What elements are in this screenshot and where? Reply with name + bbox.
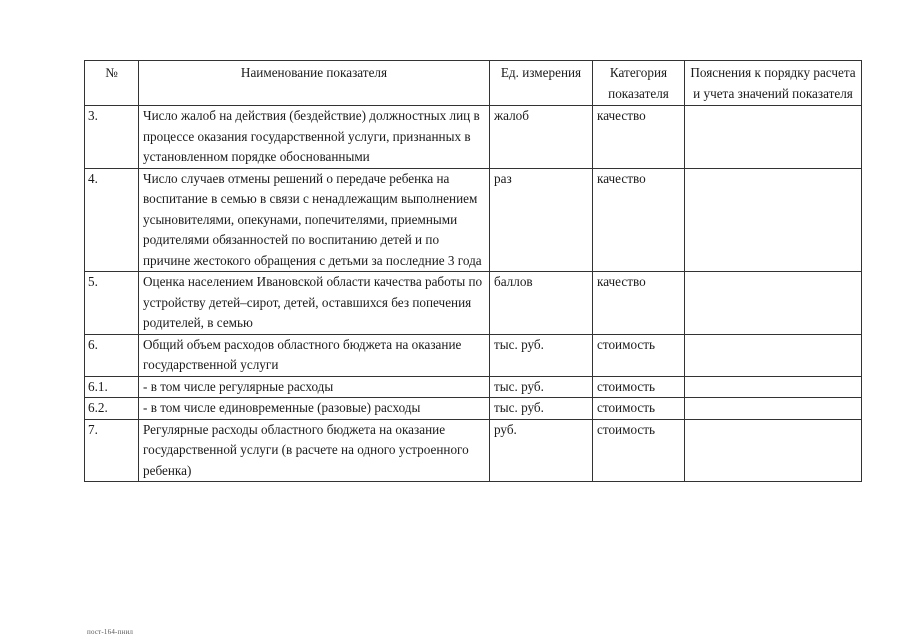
row-name: Число случаев отмены решений о передаче ребенка на воспитание в семью в связи с ненадлежащим выполнением усыновителями, опекунами, попечителями, приемными родителями обязанностей по воспитанию детей и по причине жестокого обращения с детьми за последние 3 года: [139, 168, 490, 272]
row-unit: руб.: [490, 419, 593, 482]
row-category: качество: [593, 272, 685, 335]
footer-file-name: пост-164-пнил: [87, 628, 134, 636]
row-explanation: [685, 272, 862, 335]
table-header-row: [85, 61, 862, 106]
row-explanation: [685, 334, 862, 376]
row-num: 7.: [85, 419, 139, 482]
row-category: стоимость: [593, 334, 685, 376]
row-unit: жалоб: [490, 106, 593, 169]
row-unit: тыс. руб.: [490, 334, 593, 376]
table-row: [85, 106, 862, 169]
row-num: 3.: [85, 106, 139, 169]
table-row: [85, 334, 862, 376]
row-explanation: [685, 419, 862, 482]
row-explanation: [685, 398, 862, 420]
row-name: Общий объем расходов областного бюджета на оказание государственной услуги: [139, 334, 490, 376]
row-unit: раз: [490, 168, 593, 272]
row-num: 4.: [85, 168, 139, 272]
row-num: 6.2.: [85, 398, 139, 420]
indicators-table: [84, 60, 862, 482]
table-row: [85, 168, 862, 272]
table-row: [85, 376, 862, 398]
row-num: 5.: [85, 272, 139, 335]
row-explanation: [685, 376, 862, 398]
row-explanation: [685, 168, 862, 272]
row-name: Число жалоб на действия (бездействие) должностных лиц в процессе оказания государственной услуги, признанных в установленном порядке обоснованными: [139, 106, 490, 169]
row-unit: баллов: [490, 272, 593, 335]
row-category: стоимость: [593, 398, 685, 420]
row-num: 6.: [85, 334, 139, 376]
header-category: Категория показателя: [593, 61, 685, 106]
row-category: качество: [593, 168, 685, 272]
row-name: - в том числе единовременные (разовые) расходы: [139, 398, 490, 420]
header-explanation: Пояснения к порядку расчета и учета значений показателя: [685, 61, 862, 106]
row-category: стоимость: [593, 419, 685, 482]
table-row: [85, 419, 862, 482]
row-num: 6.1.: [85, 376, 139, 398]
row-unit: тыс. руб.: [490, 376, 593, 398]
row-category: качество: [593, 106, 685, 169]
row-category: стоимость: [593, 376, 685, 398]
header-unit: Ед. измерения: [490, 61, 593, 106]
header-name: Наименование показателя: [139, 61, 490, 106]
table-row: [85, 272, 862, 335]
row-explanation: [685, 106, 862, 169]
header-num: №: [85, 61, 139, 106]
table-row: [85, 398, 862, 420]
row-name: - в том числе регулярные расходы: [139, 376, 490, 398]
row-name: Оценка населением Ивановской области качества работы по устройству детей–сирот, детей, оставшихся без попечения родителей, в семью: [139, 272, 490, 335]
row-name: Регулярные расходы областного бюджета на оказание государственной услуги (в расчете на одного устроенного ребенка): [139, 419, 490, 482]
row-unit: тыс. руб.: [490, 398, 593, 420]
